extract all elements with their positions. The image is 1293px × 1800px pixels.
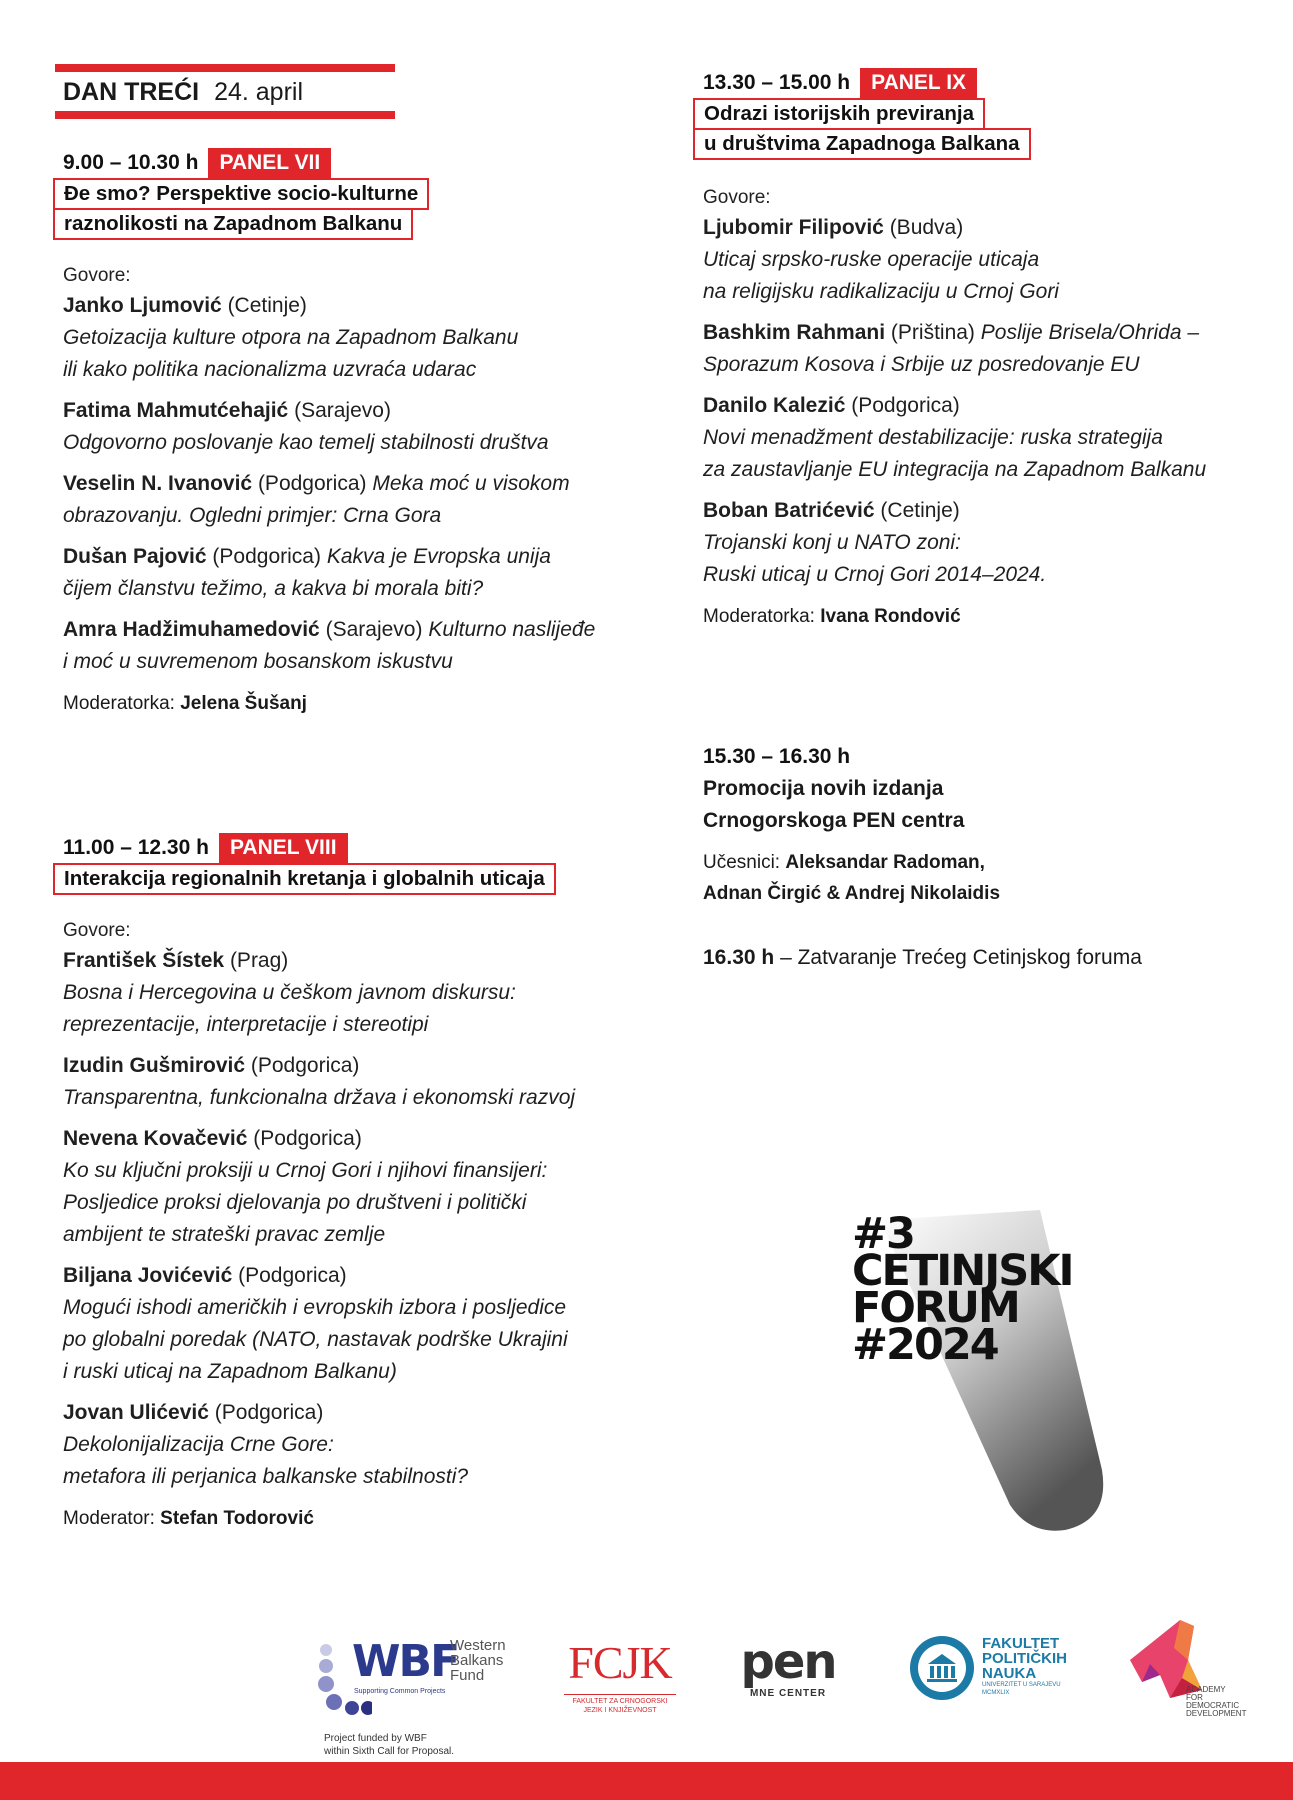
speaker — [63, 468, 653, 532]
speaker-city: (Cetinje) — [880, 499, 960, 522]
moderator-name: Ivana Rondović — [820, 606, 961, 627]
wbf-name-line: Western — [450, 1637, 506, 1654]
fpn-name — [982, 1636, 1067, 1697]
panel-7 — [53, 148, 653, 718]
speaker-city: (Podgorica) — [214, 1401, 324, 1424]
forum-logo-line: FORUM — [852, 1283, 1019, 1333]
speaker-name: Veselin N. Ivanović — [63, 472, 253, 495]
speaker-city: (Budva) — [889, 216, 964, 239]
speaker-name: Amra Hadžimuhamedović — [63, 618, 320, 641]
closing-time: 16.30 h — [703, 946, 775, 969]
speaker-city: (Podgorica) — [851, 394, 960, 417]
speaker-name: Janko Ljumović — [63, 294, 222, 317]
promo-session — [703, 741, 1263, 909]
speaker-talk: Ruski uticaj u Crnoj Gori 2014–2024. — [703, 563, 1047, 586]
fpn-name-line: FAKULTET — [982, 1635, 1060, 1652]
pen-sub: MNE CENTER — [749, 1688, 827, 1699]
panel-9-tag: PANEL IX — [860, 68, 977, 98]
speaker-name: Ljubomir Filipović — [703, 216, 884, 239]
speaker-talk: reprezentacije, interpretacije i stereotipi — [63, 1013, 429, 1036]
speaker-city: (Podgorica) — [250, 1054, 360, 1077]
speaker-name: Dušan Pajović — [63, 545, 207, 568]
sponsor-fpn — [908, 1634, 1088, 1704]
speaker — [63, 1050, 673, 1114]
speaker-city: (Cetinje) — [227, 294, 307, 317]
speaker-talk: Sporazum Kosova i Srbije uz posredovanje EU — [703, 353, 1140, 376]
speaker-name: Biljana Jovićević — [63, 1264, 233, 1287]
speaker-talk: Getoizacija kulture otpora na Zapadnom Balkanu — [63, 326, 519, 349]
speaker-talk: na religijsku radikalizaciju u Crnoj Gori — [703, 280, 1059, 303]
forum-logo — [840, 1210, 1130, 1540]
speaker-city: (Podgorica) — [253, 1127, 362, 1150]
speaker-city: (Podgorica) — [212, 545, 321, 568]
add-name-line: DEMOCRATIC — [1186, 1701, 1240, 1710]
closing-line — [703, 942, 1142, 974]
speaker — [63, 290, 653, 386]
speaker — [63, 945, 673, 1041]
add-name-line: DEVELOPMENT — [1186, 1709, 1247, 1718]
speaker-city: (Sarajevo) — [325, 618, 423, 641]
panel-9-time: 13.30 – 15.00 h — [703, 71, 851, 94]
speaker-talk: Posljedice proksi djelovanja po društveni i politički — [63, 1191, 527, 1214]
day-header-rule-bottom — [55, 111, 395, 119]
day-label: DAN TREĆI — [63, 78, 200, 106]
add-name — [1186, 1686, 1246, 1718]
sponsor-add — [1130, 1620, 1260, 1730]
panel-8-moderator — [63, 1505, 673, 1533]
fpn-name-line: NAUKA — [982, 1665, 1037, 1682]
footer-bar — [0, 1762, 1293, 1800]
speaker-talk: metafora ili perjanica balkanske stabilnosti? — [63, 1465, 469, 1488]
speaker-city: (Podgorica) — [238, 1264, 347, 1287]
sponsor-fcjk — [560, 1638, 680, 1728]
promo-time: 15.30 – 16.30 h — [703, 745, 851, 768]
speaker-talk: čijem članstvu težimo, a kakva bi morala biti? — [63, 577, 484, 600]
fcjk-name-line: FAKULTET ZA CRNOGORSKI — [572, 1698, 668, 1705]
promo-title-line1: Promocija novih izdanja — [703, 777, 944, 800]
day-header — [63, 76, 303, 108]
day-date: 24. april — [214, 78, 304, 106]
wbf-note-line: within Sixth Call for Proposal. — [324, 1746, 455, 1757]
wbf-name-line: Fund — [450, 1667, 485, 1684]
speaker-talk: Trojanski konj u NATO zoni: — [703, 531, 961, 554]
speaker-name: Nevena Kovačević — [63, 1127, 248, 1150]
fpn-name-line: POLITIČKIH — [982, 1650, 1067, 1667]
speaker-talk: Mogući ishodi američkih i evropskih izbora i posljedice — [63, 1296, 567, 1319]
speaker-name: Boban Batrićević — [703, 499, 875, 522]
forum-logo-line: CETINJSKI — [852, 1246, 1073, 1296]
speaker-talk: ambijent te strateški pravac zemlje — [63, 1223, 386, 1246]
wbf-name — [450, 1638, 506, 1683]
wbf-note-line: Project funded by WBF — [324, 1733, 427, 1744]
speaker-talk: za zaustavljanje EU integracija na Zapadnom Balkanu — [703, 458, 1207, 481]
speaker-talk: i moć u suvremenom bosanskom iskustvu — [63, 650, 453, 673]
panel-7-time: 9.00 – 10.30 h — [63, 151, 199, 174]
panel-7-speakers-label: Govore: — [63, 265, 131, 286]
moderator-name: Stefan Todorović — [160, 1508, 314, 1529]
panel-8-speakers-label: Govore: — [63, 920, 131, 941]
wbf-abbr: WBF — [352, 1636, 459, 1687]
panel-9-title-line1: Odrazi istorijskih previranja — [693, 98, 985, 130]
speaker-talk: Dekolonijalizacija Crne Gore: — [63, 1433, 334, 1456]
speaker — [703, 212, 1263, 308]
panel-7-moderator — [63, 690, 653, 718]
speaker-name: Jovan Ulićević — [63, 1401, 209, 1424]
add-name-line: FOR — [1186, 1693, 1203, 1702]
closing-text: – Zatvaranje Trećeg Cetinjskog foruma — [780, 946, 1142, 969]
forum-logo-line: #3 — [852, 1209, 914, 1259]
speaker — [63, 1397, 673, 1493]
speaker-talk: Uticaj srpsko-ruske operacije uticaja — [703, 248, 1040, 271]
wbf-note — [324, 1732, 454, 1758]
pen-word: pen — [740, 1634, 836, 1690]
speaker-talk: Meka moć u visokom — [372, 472, 570, 495]
speaker — [703, 317, 1263, 381]
speaker-talk: Poslije Brisela/Ohrida – — [980, 321, 1200, 344]
forum-logo-text — [852, 1209, 1073, 1370]
forum-logo-line: #2024 — [852, 1320, 998, 1370]
sponsor-wbf — [312, 1638, 522, 1758]
speaker-name: František Šístek — [63, 949, 225, 972]
speaker — [63, 1260, 673, 1388]
panel-9 — [693, 68, 1263, 631]
add-name-line: ACADEMY — [1186, 1685, 1226, 1694]
speaker-talk: Kakva je Evropska unija — [326, 545, 551, 568]
panel-9-speakers-label: Govore: — [703, 187, 771, 208]
promo-participants-line1: Aleksandar Radoman, — [785, 852, 985, 873]
fcjk-name-line: JEZIK I KNJIŽEVNOST — [583, 1707, 657, 1714]
speaker-talk: ili kako politika nacionalizma uzvraća udarac — [63, 358, 477, 381]
speaker — [63, 1123, 673, 1251]
moderator-label: Moderatorka: — [703, 606, 815, 627]
speaker-city: (Sarajevo) — [294, 399, 391, 422]
speaker-city: (Prag) — [229, 949, 289, 972]
panel-7-title-line1: Đe smo? Perspektive socio-kulturne — [53, 178, 429, 210]
speaker-name: Fatima Mahmutćehajić — [63, 399, 289, 422]
speaker-city: (Priština) — [890, 321, 975, 344]
panel-9-moderator — [703, 603, 1263, 631]
speaker-talk: obrazovanju. Ogledni primjer: Crna Gora — [63, 504, 442, 527]
speaker-talk: Bosna i Hercegovina u češkom javnom diskursu: — [63, 981, 516, 1004]
panel-8-tag: PANEL VIII — [219, 833, 348, 863]
moderator-label: Moderatorka: — [63, 693, 175, 714]
panel-7-tag: PANEL VII — [208, 148, 331, 178]
speaker-city: (Podgorica) — [257, 472, 367, 495]
panel-9-title-line2: u društvima Zapadnoga Balkana — [693, 128, 1031, 160]
fpn-building-icon — [908, 1634, 976, 1702]
speaker-name: Izudin Gušmirović — [63, 1054, 246, 1077]
wbf-tagline: Supporting Common Projects — [354, 1688, 446, 1695]
moderator-name: Jelena Šušanj — [180, 693, 307, 714]
fcjk-name — [560, 1697, 680, 1715]
speaker-talk: Ko su ključni proksiji u Crnoj Gori i njihovi finansijeri: — [63, 1159, 548, 1182]
panel-7-title-line2: raznolikosti na Zapadnom Balkanu — [53, 208, 413, 240]
speaker-talk: Transparentna, funkcionalna država i ekonomski razvoj — [63, 1086, 576, 1109]
day-header-rule-top — [55, 64, 395, 72]
promo-title-line2: Crnogorskoga PEN centra — [703, 809, 965, 832]
speaker-talk: po globalni poredak (NATO, nastavak podrške Ukrajini — [63, 1328, 568, 1351]
speaker-talk: Kulturno naslijeđe — [428, 618, 596, 641]
speaker — [703, 495, 1263, 591]
wbf-name-line: Balkans — [450, 1652, 504, 1669]
panel-8 — [53, 833, 673, 1533]
speaker-name: Bashkim Rahmani — [703, 321, 886, 344]
speaker — [703, 390, 1263, 486]
panel-8-title: Interakcija regionalnih kretanja i globalnih uticaja — [53, 863, 556, 895]
speaker — [63, 395, 653, 459]
moderator-label: Moderator: — [63, 1508, 155, 1529]
panel-8-time: 11.00 – 12.30 h — [63, 836, 209, 859]
fcjk-divider — [564, 1694, 676, 1695]
speaker — [63, 541, 653, 605]
fpn-name-line: MCMXLIX — [982, 1690, 1010, 1696]
speaker — [63, 614, 653, 678]
fcjk-abbr: FCJK — [568, 1637, 672, 1688]
sponsor-pen — [733, 1634, 843, 1708]
promo-participants-line2: Adnan Čirgić & Andrej Nikolaidis — [703, 883, 1001, 904]
promo-participants-label: Učesnici: — [703, 852, 781, 873]
speaker-talk: i ruski uticaj na Zapadnom Balkanu) — [63, 1360, 397, 1383]
fpn-name-line: UNIVERZITET U SARAJEVU — [982, 1682, 1061, 1688]
speaker-talk: Odgovorno poslovanje kao temelj stabilnosti društva — [63, 431, 549, 454]
speaker-name: Danilo Kalezić — [703, 394, 846, 417]
speaker-talk: Novi menadžment destabilizacije: ruska strategija — [703, 426, 1163, 449]
